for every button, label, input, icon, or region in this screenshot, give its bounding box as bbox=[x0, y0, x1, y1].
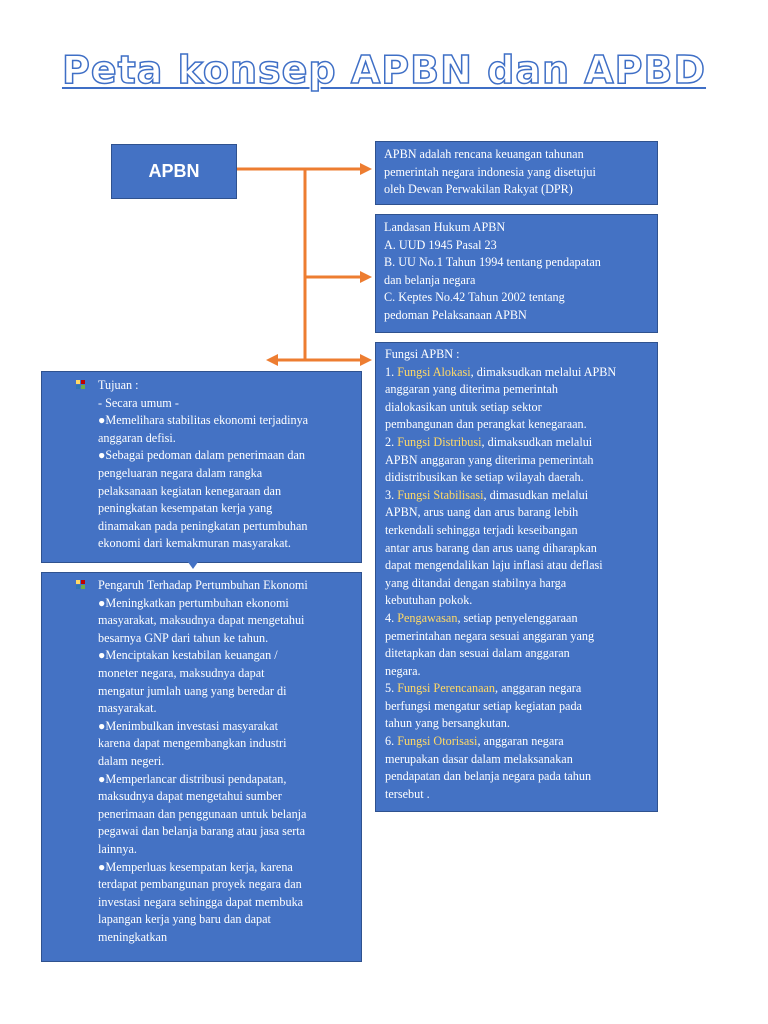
page-title: Peta konsep APBN dan APBD bbox=[61, 48, 707, 92]
fungsi-heading: Fungsi APBN : bbox=[385, 347, 460, 361]
pengaruh-line: masyarakat, maksudnya dapat mengetahui bbox=[98, 613, 305, 628]
hukum-line: B. UU No.1 Tahun 1994 tentang pendapatan bbox=[384, 255, 601, 270]
definition-line: pemerintah negara indonesia yang disetujui bbox=[384, 164, 596, 179]
hukum-line: dan belanja negara bbox=[384, 272, 476, 287]
fungsi-line: tersebut . bbox=[385, 786, 430, 801]
fungsi-name: Fungsi Distribusi bbox=[397, 434, 482, 449]
down-pointer-icon bbox=[188, 562, 198, 569]
fungsi-item-first-line: 6. Fungsi Otorisasi, anggaran negara bbox=[385, 734, 564, 749]
tujuan-line: ●Sebagai pedoman dalam penerimaan dan bbox=[98, 448, 306, 463]
pengaruh-line: dalam negeri. bbox=[98, 753, 165, 768]
fungsi-line: negara. bbox=[385, 663, 421, 678]
quad-bullet-icon bbox=[76, 580, 86, 590]
landasan-hukum-box bbox=[375, 214, 658, 333]
apbn-node bbox=[111, 144, 237, 199]
pengaruh-box bbox=[41, 572, 362, 962]
pengaruh-line: ●Menimbulkan investasi masyarakat bbox=[98, 718, 278, 733]
fungsi-line: terkendali sehingga terjadi keseibangan bbox=[385, 522, 578, 537]
tujuan-box bbox=[41, 371, 362, 563]
pengaruh-line: meningkatkan bbox=[98, 929, 168, 944]
pengaruh-line: pegawai dan belanja barang atau jasa serta bbox=[98, 824, 306, 839]
pengaruh-line: lapangan kerja yang baru dan dapat bbox=[98, 912, 271, 927]
hukum-line: A. UUD 1945 Pasal 23 bbox=[384, 237, 497, 252]
fungsi-line: pendapatan dan belanja negara pada tahun bbox=[385, 769, 592, 784]
fungsi-line: dapat mengendalikan laju inflasi atau deflasi bbox=[385, 558, 603, 573]
pengaruh-line: moneter negara, maksudnya dapat bbox=[98, 665, 265, 680]
definition-line: oleh Dewan Perwakilan Rakyat (DPR) bbox=[384, 182, 573, 197]
hukum-line: pedoman Pelaksanaan APBN bbox=[384, 307, 527, 322]
hukum-line: C. Keptes No.42 Tahun 2002 tentang bbox=[384, 290, 565, 305]
tujuan-line: ●Memelihara stabilitas ekonomi terjadinya bbox=[98, 413, 309, 428]
pengaruh-line: terdapat pembangunan proyek negara dan bbox=[98, 877, 302, 892]
fungsi-line: kebutuhan pokok. bbox=[385, 593, 473, 608]
pengaruh-line: masyarakat. bbox=[98, 701, 157, 716]
tujuan-line: pengeluaran negara dalam rangka bbox=[98, 465, 263, 480]
fungsi-line: didistribusikan ke setiap wilayah daerah. bbox=[385, 470, 584, 485]
pengaruh-line: investasi negara sehingga dapat membuka bbox=[98, 894, 304, 909]
fungsi-line: anggaran yang diterima pemerintah bbox=[385, 382, 558, 397]
pengaruh-line: ●Meningkatkan pertumbuhan ekonomi bbox=[98, 595, 289, 610]
quad-bullet-icon bbox=[76, 380, 86, 390]
fungsi-line: pemerintahan negara sesuai anggaran yang bbox=[385, 628, 595, 643]
fungsi-line: merupakan dasar dalam melaksanakan bbox=[385, 751, 573, 766]
fungsi-line: antar arus barang dan arus uang diharapkan bbox=[385, 540, 597, 555]
fungsi-line: tahun yang bersangkutan. bbox=[385, 716, 510, 731]
fungsi-item-first-line: 4. Pengawasan, setiap penyelenggaraan bbox=[385, 610, 578, 625]
arrow-head-icon bbox=[266, 354, 278, 366]
arrow-head-icon bbox=[360, 271, 372, 283]
fungsi-box bbox=[375, 342, 658, 812]
fungsi-line: APBN, arus uang dan arus barang lebih bbox=[385, 505, 579, 520]
definition-box bbox=[375, 141, 658, 205]
fungsi-item-first-line: 5. Fungsi Perencanaan, anggaran negara bbox=[385, 681, 582, 696]
tujuan-line: dinamakan pada peningkatan pertumbuhan bbox=[98, 518, 308, 533]
fungsi-line: APBN anggaran yang diterima pemerintah bbox=[385, 452, 594, 467]
apbn-label: APBN bbox=[148, 160, 200, 181]
arrow-head-icon bbox=[360, 163, 372, 175]
pengaruh-line: mengatur jumlah uang yang beredar di bbox=[98, 683, 287, 698]
pengaruh-line: ●Memperluas kesempatan kerja, karena bbox=[98, 859, 293, 874]
pengaruh-line: maksudnya dapat mengetahui sumber bbox=[98, 789, 282, 804]
fungsi-name: Pengawasan bbox=[397, 610, 458, 625]
fungsi-line: pembangunan dan perangkat kenegaraan. bbox=[385, 417, 587, 432]
pengaruh-line: lainnya. bbox=[98, 841, 137, 856]
fungsi-name: Fungsi Alokasi bbox=[397, 364, 471, 379]
fungsi-line: yang ditandai dengan stabilnya harga bbox=[385, 575, 567, 590]
tujuan-line: Tujuan : bbox=[98, 378, 139, 392]
fungsi-line: berfungsi mengatur setiap kegiatan pada bbox=[385, 698, 582, 713]
pengaruh-line: karena dapat mengembangkan industri bbox=[98, 736, 287, 751]
pengaruh-line: Pengaruh Terhadap Pertumbuhan Ekonomi bbox=[98, 578, 308, 592]
tujuan-line: anggaran defisi. bbox=[98, 430, 176, 445]
arrow-head-icon bbox=[360, 354, 372, 366]
pengaruh-line: besarnya GNP dari tahun ke tahun. bbox=[98, 630, 269, 645]
pengaruh-line: ●Memperlancar distribusi pendapatan, bbox=[98, 771, 287, 786]
fungsi-item-first-line: 2. Fungsi Distribusi, dimaksudkan melalui bbox=[385, 434, 593, 449]
pengaruh-line: penerimaan dan penggunaan untuk belanja bbox=[98, 806, 307, 821]
tujuan-line: - Secara umum - bbox=[98, 395, 179, 410]
fungsi-name: Fungsi Otorisasi bbox=[397, 734, 478, 749]
tujuan-line: ekonomi dari kemakmuran masyarakat. bbox=[98, 536, 291, 551]
fungsi-name: Fungsi Perencanaan bbox=[397, 681, 495, 696]
fungsi-name: Fungsi Stabilisasi bbox=[397, 487, 484, 502]
hukum-line: Landasan Hukum APBN bbox=[384, 220, 506, 234]
fungsi-line: ditetapkan dan sesuai dalam anggaran bbox=[385, 646, 570, 661]
definition-line: APBN adalah rencana keuangan tahunan bbox=[384, 147, 584, 161]
fungsi-line: dialokasikan untuk setiap sektor bbox=[385, 399, 542, 414]
tujuan-line: peningkatan kesempatan kerja yang bbox=[98, 501, 273, 516]
tujuan-line: pelaksanaan kegiatan kenegaraan dan bbox=[98, 483, 282, 498]
fungsi-item-first-line: 3. Fungsi Stabilisasi, dimasudkan melalui bbox=[385, 487, 589, 502]
pengaruh-line: ●Menciptakan kestabilan keuangan / bbox=[98, 648, 278, 663]
fungsi-item-first-line: 1. Fungsi Alokasi, dimaksudkan melalui APBN bbox=[385, 364, 617, 379]
